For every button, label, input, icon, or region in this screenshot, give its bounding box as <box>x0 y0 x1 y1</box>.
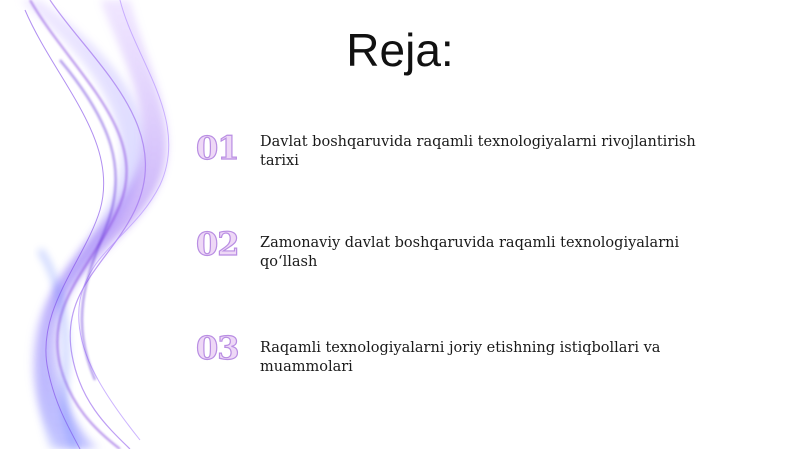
item-text: Raqamli texnologiyalarni joriy etishning istiqbollari va muammolari <box>260 340 661 375</box>
agenda-item-2 <box>196 226 716 286</box>
item-text: Zamonaviy davlat boshqaruvida raqamli texnologiyalarni qo‘llash <box>260 235 680 270</box>
item-number: 03 <box>196 329 239 367</box>
agenda-item-3 <box>196 330 716 390</box>
item-number: 01 <box>196 129 239 167</box>
item-text: Davlat boshqaruvida raqamli texnologiyalarni rivojlantirish tarixi <box>260 134 696 169</box>
slide-title: Reja: <box>346 24 454 76</box>
agenda-item-1 <box>196 130 716 190</box>
item-number: 02 <box>196 225 239 263</box>
